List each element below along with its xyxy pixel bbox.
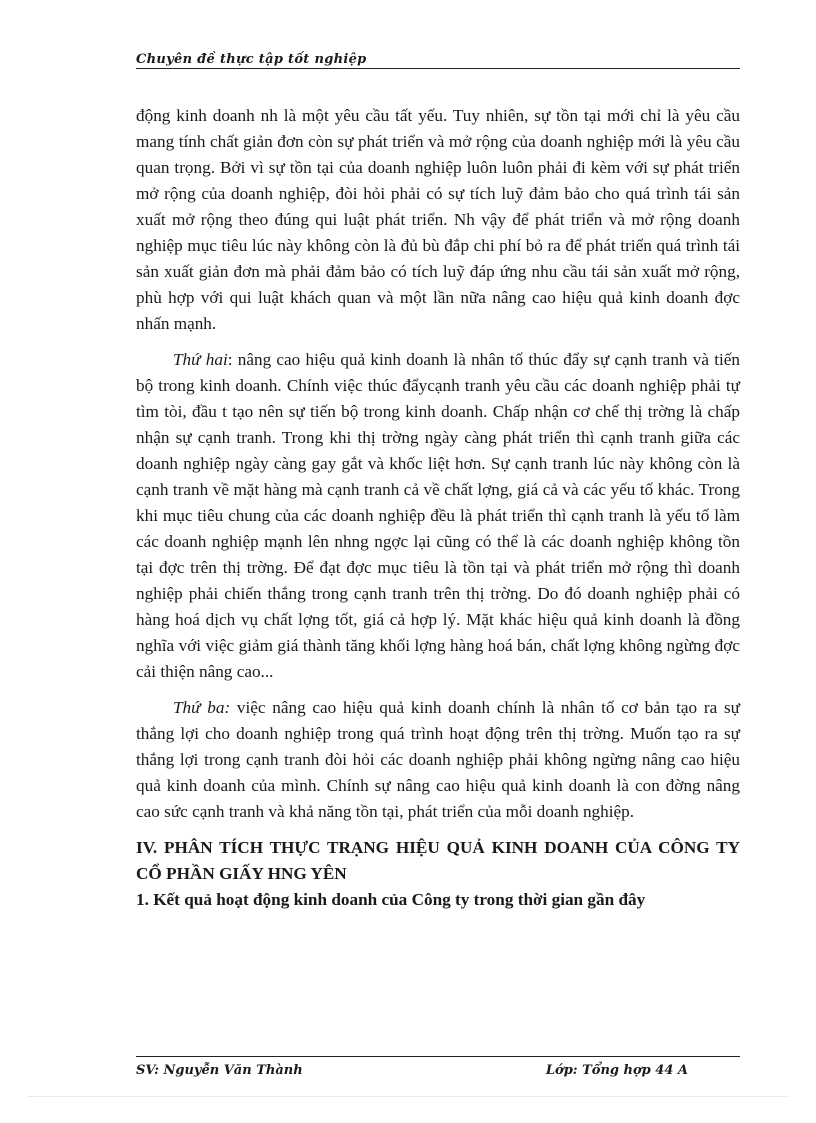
paragraph-thu-ba (136, 695, 740, 825)
page-body (136, 103, 740, 913)
page-divider (28, 1096, 788, 1097)
section-heading: IV. PHÂN TÍCH THỰC TRẠNG HIỆU QUẢ KINH DOANH CỦA CÔNG TY CỔ PHẦN GIẤY HNG YÊN (136, 838, 740, 883)
paragraph-thu-hai (136, 347, 740, 685)
subsection-heading: 1. Kết quả hoạt động kinh doanh của Công ty trong thời gian gần đây (136, 890, 646, 909)
footer-class: Lớp: Tổng hợp 44 A (545, 1063, 688, 1078)
page-footer (136, 1056, 740, 1083)
footer-author: SV: Nguyễn Văn Thành (136, 1063, 303, 1078)
paragraph-lead: Thứ ba: (173, 698, 231, 717)
paragraph-continuation: động kinh doanh nh là một yêu cầu tất yếu. Tuy nhiên, sự tồn tại mới chỉ là yêu cầu mang tính chất giản đơn còn sự phát triển và mở rộng của doanh nghiệp mới là yêu cầu quan trọng. Bởi vì sự tồn tại của doanh nghiệp luôn luôn phải đi kèm với sự phát triển mở rộng của doanh nghiệp, đòi hỏi phải có sự tích luỹ đảm bảo cho quá trình tái sản xuất mở rộng theo đúng qui luật phát triển. Nh vậy để phát triển và mở rộng doanh nghiệp mục tiêu lúc này không còn là đủ bù đắp chi phí bỏ ra để phát triển quá trình tái sản xuất giản đơn mà phải đảm bảo có tích luỹ đáp ứng nhu cầu tái sản xuất mở rộng, phù hợp với qui luật khách quan và một lần nữa nâng cao hiệu quả kinh doanh đợc nhấn mạnh. (136, 106, 740, 333)
header-title: Chuyên đề thực tập tốt nghiệp (136, 52, 367, 67)
paragraph-text: việc nâng cao hiệu quả kinh doanh chính là nhân tố cơ bản tạo ra sự thắng lợi cho doanh nghiệp trong quá trình hoạt động trên thị trờng. Muốn tạo ra sự thắng lợi trong cạnh tranh đòi hỏi các doanh nghiệp phải không ngừng nâng cao hiệu quả kinh doanh của mình. Chính sự nâng cao hiệu quả kinh doanh là con đờng nâng cao sức cạnh tranh và khả năng tồn tại, phát triển của mỗi doanh nghiệp. (136, 698, 740, 821)
paragraph-text: : nâng cao hiệu quả kinh doanh là nhân tố thúc đẩy sự cạnh tranh và tiến bộ trong kinh doanh. Chính việc thúc đẩycạnh tranh yêu cầu các doanh nghiệp phải tự tìm tòi, đầu t tạo nên sự tiến bộ trong kinh doanh. Chấp nhận cơ chế thị trờng là chấp nhận sự cạnh tranh. Trong khi thị trờng ngày càng phát triển thì cạnh tranh giữa các doanh nghiệp ngày càng gay gắt và khốc liệt hơn. Sự cạnh tranh lúc này không còn là cạnh tranh về mặt hàng mà cạnh tranh cả về chất lợng, giá cả và các yếu tố khác. Trong khi mục tiêu chung của các doanh nghiệp đều là phát triển thì cạnh tranh là yếu tố làm các doanh nghiệp mạnh lên nhng ngợc lại cũng có thể là các doanh nghiệp không tồn tại đợc trên thị trờng. Để đạt đợc mục tiêu là tồn tại và phát triển mở rộng thì doanh nghiệp phải chiến thắng trong cạnh tranh trên thị trờng. Do đó doanh nghiệp phải có hàng hoá dịch vụ chất lợng tốt, giá cả hợp lý. Mặt khác hiệu quả kinh doanh là đồng nghĩa với việc giảm giá thành tăng khối lợng hàng hoá bán, chất lợng không ngừng đợc cải thiện nâng cao... (136, 350, 740, 681)
paragraph-lead: Thứ hai (173, 350, 228, 369)
page-header (136, 50, 740, 69)
